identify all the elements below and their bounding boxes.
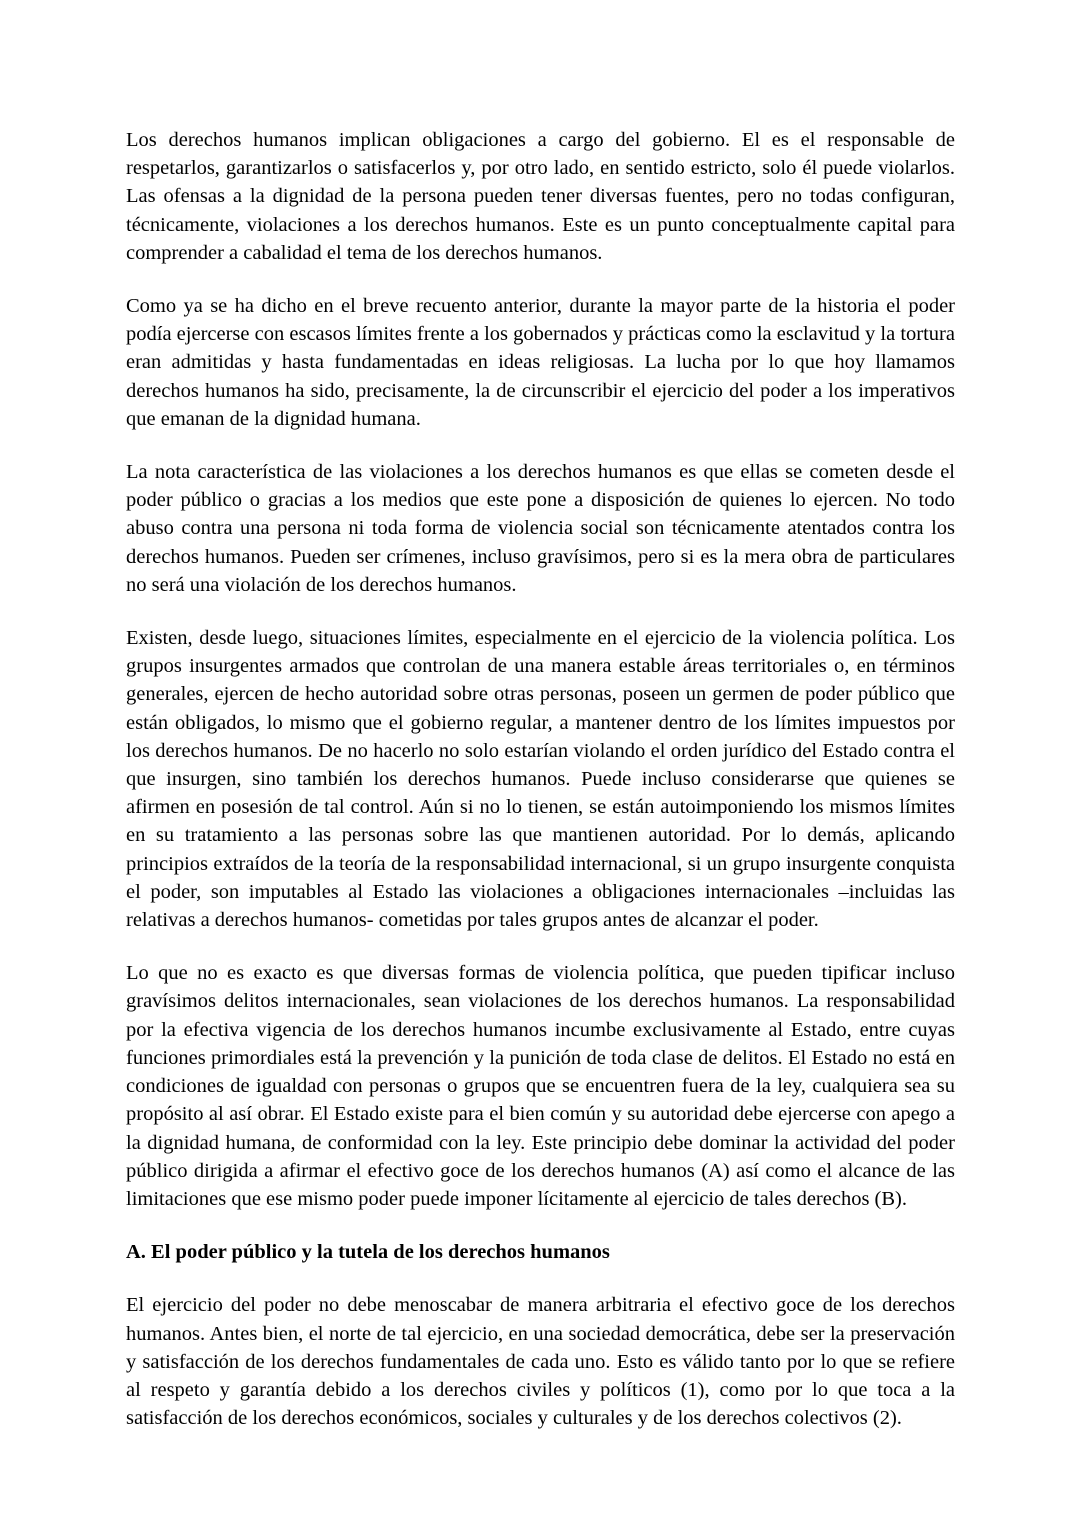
body-paragraph-4: Existen, desde luego, situaciones límites, especialmente en el ejercicio de la violencia política. Los grupos insurgentes armados que controlan de una manera estable áreas territoriales o, en términos generales, ejercen de hecho autoridad sobre otras personas, poseen un germen de poder público que están obligados, lo mismo que el gobierno regular, a mantener dentro de los límites impuestos por los derechos humanos. De no hacerlo no solo estarían violando el orden jurídico del Estado contra el que insurgen, sino también los derechos humanos. Puede incluso considerarse que quienes se afirmen en posesión de tal control. Aún si no lo tienen, se están autoimponiendo los mismos límites en su tratamiento a las personas sobre las que mantienen autoridad. Por lo demás, aplicando principios extraídos de la teoría de la responsabilidad internacional, si un grupo insurgente conquista el poder, son imputables al Estado las violaciones a obligaciones internacionales –incluidas las relativas a derechos humanos- cometidas por tales grupos antes de alcanzar el poder. bbox=[126, 627, 955, 932]
section-heading-a: A. El poder público y la tutela de los derechos humanos bbox=[126, 1241, 610, 1264]
body-paragraph-5: Lo que no es exacto es que diversas formas de violencia política, que pueden tipificar incluso gravísimos delitos internacionales, sean violaciones de los derechos humanos. La responsabilidad por la efectiva vigencia de los derechos humanos incumbe exclusivamente al Estado, entre cuyas funciones primordiales está la prevención y la punición de toda clase de delitos. El Estado no está en condiciones de igualdad con personas o grupos que se encuentren fuera de la ley, cualquiera sea su propósito al así obrar. El Estado existe para el bien común y su autoridad debe ejercerse con apego a la dignidad humana, de conformidad con la ley. Este principio debe dominar la actividad del poder público dirigida a afirmar el efectivo goce de los derechos humanos (A) así como el alcance de las limitaciones que ese mismo poder puede imponer lícitamente al ejercicio de tales derechos (B). bbox=[126, 962, 955, 1210]
body-paragraph-2: Como ya se ha dicho en el breve recuento anterior, durante la mayor parte de la historia el poder podía ejercerse con escasos límites frente a los gobernados y prácticas como la esclavitud y la tortura eran admitidas y hasta fundamentadas en ideas religiosas. La lucha por lo que hoy llamamos derechos humanos ha sido, precisamente, la de circunscribir el ejercicio del poder a los imperativos que emanan de la dignidad humana. bbox=[126, 295, 955, 430]
section-paragraph-1: El ejercicio del poder no debe menoscabar de manera arbitraria el efectivo goce de los derechos humanos. Antes bien, el norte de tal ejercicio, en una sociedad democrática, debe ser la preservación y satisfacción de los derechos fundamentales de cada uno. Esto es válido tanto por lo que se refiere al respeto y garantía debido a los derechos civiles y políticos (1), como por lo que toca a la satisfacción de los derechos económicos, sociales y culturales y de los derechos colectivos (2). bbox=[126, 1294, 955, 1430]
document-text-column bbox=[126, 126, 955, 1432]
body-paragraph-3: La nota característica de las violaciones a los derechos humanos es que ellas se cometen desde el poder público o gracias a los medios que este pone a disposición de quienes lo ejercen. No todo abuso contra una persona ni toda forma de violencia social son técnicamente atentados contra los derechos humanos. Pueden ser crímenes, incluso gravísimos, pero si es la mera obra de particulares no será una violación de los derechos humanos. bbox=[126, 461, 955, 596]
body-paragraph-1: Los derechos humanos implican obligaciones a cargo del gobierno. El es el responsable de respetarlos, garantizarlos o satisfacerlos y, por otro lado, en sentido estricto, solo él puede violarlos. Las ofensas a la dignidad de la persona pueden tener diversas fuentes, pero no todas configuran, técnicamente, violaciones a los derechos humanos. Este es un punto conceptualmente capital para comprender a cabalidad el tema de los derechos humanos. bbox=[126, 129, 955, 264]
